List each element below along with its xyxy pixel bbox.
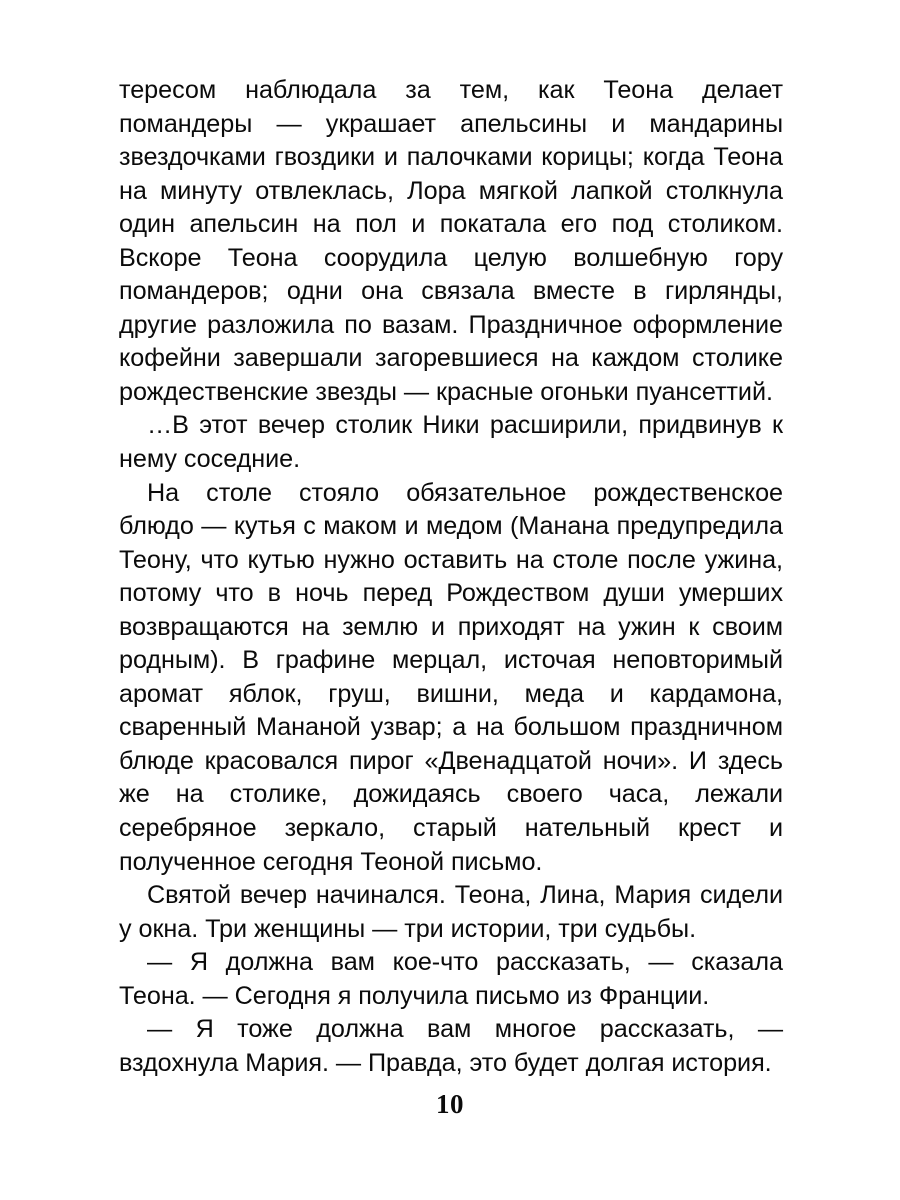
- paragraph-dialogue: — Я должна вам кое-что рассказать, — сказала Теона. — Сегодня я получила письмо из Франции.: [119, 948, 783, 1010]
- paragraph: Святой вечер начинался. Теона, Лина, Мария сидели у окна. Три женщины — три истории, три судьбы.: [119, 881, 783, 943]
- paragraph-dialogue: — Я тоже должна вам многое рассказать, — вздохнула Мария. — Правда, это будет долгая история.: [119, 1015, 783, 1077]
- paragraph-continued: тересом наблюдала за тем, как Теона делает помандеры — украшает апельсины и мандарины звездочками гвоздики и палочками корицы; когда Теона на минуту отвлеклась, Лора мягкой лапкой столкнула один апельсин на пол и покатала его под столиком. Вскоре Теона соорудила целую волшебную гору помандеров; одни она связала вместе в гирлянды, другие разложила по вазам. Праздничное оформление кофейни завершали загоревшиеся на каждом столике рождественские звезды — красные огоньки пуансеттий.: [119, 76, 783, 406]
- paragraph: На столе стояло обязательное рождественское блюдо — кутья с маком и медом (Манана предупредила Теону, что кутью нужно оставить на столе после ужина, потому что в ночь перед Рождеством души умерших возвращаются на землю и приходят на ужин к своим родным). В графине мерцал, источая неповторимый аромат яблок, груш, вишни, меда и кардамона, сваренный Мананой узвар; а на большом праздничном блюде красовался пирог «Двенадцатой ночи». И здесь же на столике, дожидаясь своего часа, лежали серебряное зеркало, старый нательный крест и полученное сегодня Теоной письмо.: [119, 478, 783, 876]
- body-text-column: [119, 74, 783, 1080]
- page-number: 10: [436, 1089, 464, 1119]
- paragraph: …В этот вечер столик Ники расширили, придвинув к нему соседние.: [119, 411, 783, 474]
